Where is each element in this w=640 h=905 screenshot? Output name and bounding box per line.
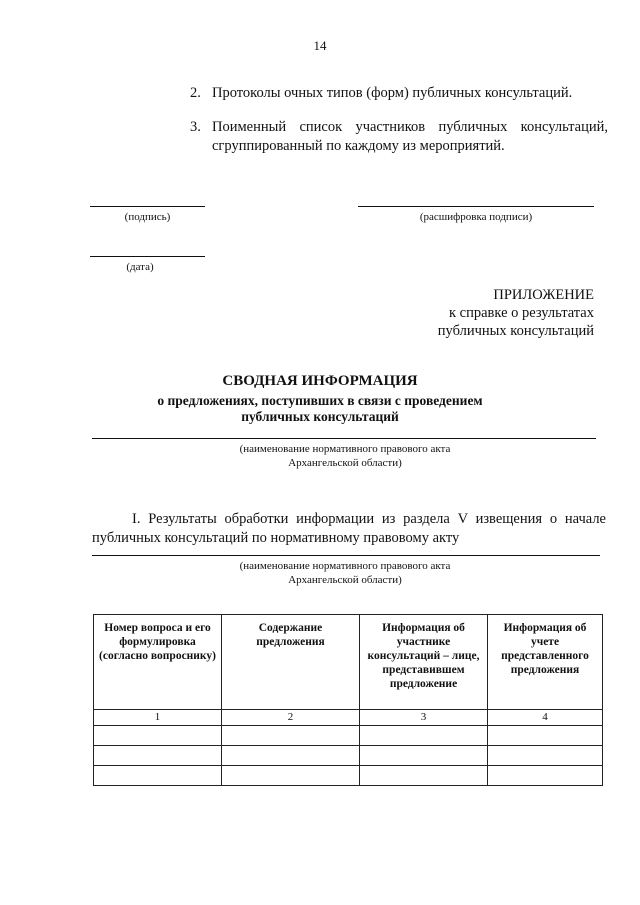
act-name-caption	[190, 559, 500, 587]
table-header-cell: Номер вопроса и его формулировка (согласно вопроснику)	[94, 615, 222, 710]
page-number: 14	[313, 38, 327, 53]
table-cell	[488, 726, 603, 746]
summary-subtitle: о предложениях, поступивших в связи с проведением публичных консультаций	[157, 393, 483, 424]
table-header-cell: Информация об участнике консультаций – лице, представившем предложение	[360, 615, 488, 710]
appendix-line: к справке о результатах	[449, 305, 594, 321]
act-caption-line: Архангельской области)	[288, 574, 402, 586]
appendix-block	[374, 286, 594, 340]
table-header-cell: Информация об учете представленного предложения	[488, 615, 603, 710]
list-item	[190, 118, 608, 156]
table-header-row	[94, 615, 603, 710]
table-number-row	[94, 710, 603, 726]
table-row	[94, 726, 603, 746]
table-cell	[360, 726, 488, 746]
table-row	[94, 746, 603, 766]
act-caption-line: (наименование нормативного правового акта	[239, 443, 451, 455]
table-cell	[222, 746, 360, 766]
signature-line	[90, 206, 205, 207]
list-item-number: 3.	[190, 119, 201, 135]
section-line: I. Результаты обработки информации из раздела V извещения о начале	[132, 511, 606, 527]
signature-decode-line	[358, 206, 594, 207]
act-name-caption	[190, 442, 500, 470]
act-name-line	[92, 438, 596, 439]
date-caption: (дата)	[126, 261, 154, 273]
table-row	[94, 766, 603, 786]
proposals-table	[93, 614, 603, 786]
table-cell	[488, 746, 603, 766]
table-cell	[222, 726, 360, 746]
list-item-number: 2.	[190, 85, 201, 101]
table-cell	[488, 766, 603, 786]
date-line	[90, 256, 205, 257]
table-cell	[360, 766, 488, 786]
section-line: публичных консультаций по нормативному правовому акту	[92, 530, 460, 546]
signature-decode-caption: (расшифровка подписи)	[419, 211, 533, 223]
section-paragraph	[92, 510, 606, 548]
table-cell	[94, 766, 222, 786]
table-cell	[94, 726, 222, 746]
appendix-title: ПРИЛОЖЕНИЕ	[493, 287, 594, 303]
signature-caption: (подпись)	[124, 211, 171, 223]
table-cell: 2	[222, 710, 360, 726]
summary-title: СВОДНАЯ ИНФОРМАЦИЯ	[222, 373, 418, 389]
table-cell: 1	[94, 710, 222, 726]
list-item	[190, 84, 608, 103]
list-item-text: Поименный список участников публичных консультаций, сгруппированный по каждому из мероприятий.	[212, 119, 608, 154]
table-cell	[222, 766, 360, 786]
list-item-text: Протоколы очных типов (форм) публичных консультаций.	[212, 85, 573, 101]
table-cell	[360, 746, 488, 766]
act-name-line	[92, 555, 600, 556]
table-cell: 4	[488, 710, 603, 726]
table-cell: 3	[360, 710, 488, 726]
table-header-cell: Содержание предложения	[222, 615, 360, 710]
table-cell	[94, 746, 222, 766]
act-caption-line: (наименование нормативного правового акта	[239, 560, 451, 572]
appendix-line: публичных консультаций	[437, 323, 594, 339]
act-caption-line: Архангельской области)	[288, 457, 402, 469]
